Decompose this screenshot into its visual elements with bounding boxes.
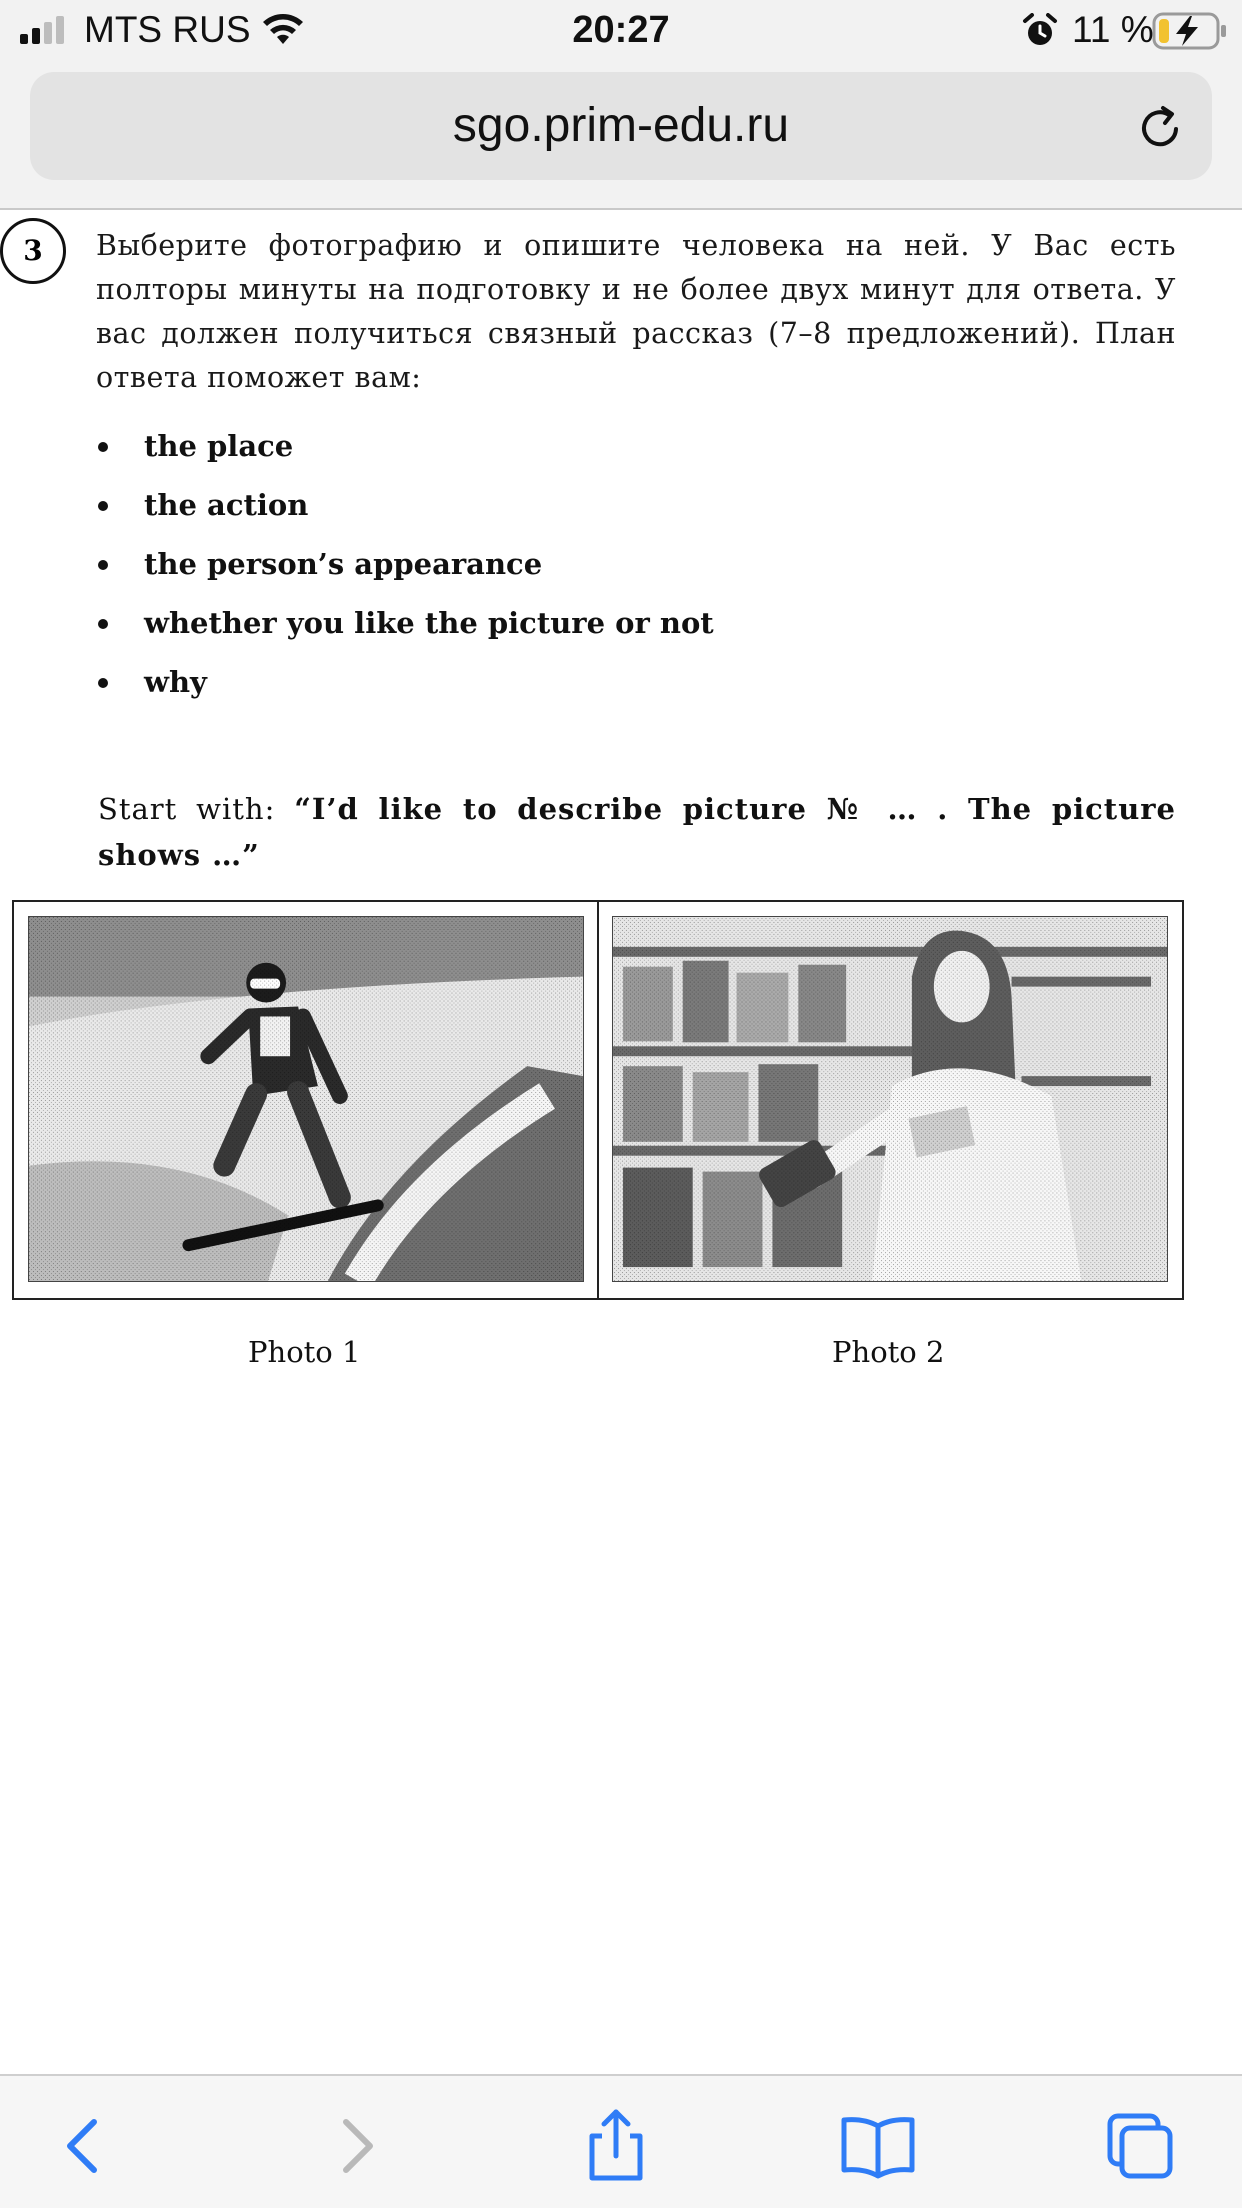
photo-1-snowboarder — [28, 916, 584, 1282]
carrier-name: MTS RUS — [84, 9, 251, 50]
status-bar — [0, 0, 1242, 62]
forward-button[interactable] — [316, 2106, 396, 2186]
reload-icon[interactable] — [1136, 102, 1186, 152]
task-instructions: Выберите фотографию и опишите человека на ней. У Вас есть полторы минуты на подготовку и не более двух минут для ответа. У вас должен получиться связный рассказ (7–8 предложений). План ответа поможет вам: — [96, 229, 1176, 394]
browser-toolbar — [0, 2074, 1242, 2208]
document-page — [0, 212, 1242, 2072]
browser-address-area — [0, 62, 1242, 210]
plan-item: the person’s appearance — [96, 544, 996, 603]
task-number-badge: 3 — [0, 218, 66, 284]
tabs-button[interactable] — [1100, 2106, 1180, 2186]
plan-item: why — [96, 662, 996, 721]
bookmarks-icon[interactable] — [838, 2106, 918, 2186]
bookmarks-button[interactable] — [838, 2106, 918, 2186]
plan-item: whether you like the picture or not — [96, 603, 996, 662]
photo-1-caption: Photo 1 — [248, 1335, 361, 1369]
battery-percent: 11 % — [1072, 9, 1154, 50]
url-text[interactable]: sgo.prim-edu.ru — [452, 99, 790, 152]
battery-charging-icon — [1152, 12, 1228, 50]
back-icon[interactable] — [48, 2106, 128, 2186]
start-with-prompt — [98, 786, 1176, 878]
address-bar[interactable] — [30, 72, 1212, 180]
start-with-quote: “I’d like to describe picture № … . The picture shows …” — [98, 792, 1177, 872]
photo-2-caption: Photo 2 — [832, 1335, 945, 1369]
forward-icon[interactable] — [316, 2106, 396, 2186]
photo-divider — [597, 902, 599, 1298]
plan-item: the place — [96, 426, 996, 485]
tabs-icon[interactable] — [1100, 2106, 1180, 2186]
photo-frame — [12, 900, 1184, 1300]
back-button[interactable] — [48, 2106, 128, 2186]
clock: 20:27 — [572, 9, 670, 51]
answer-plan-list — [96, 426, 996, 721]
share-icon[interactable] — [576, 2106, 656, 2186]
photo-2-shopper — [612, 916, 1168, 1282]
alarm-icon — [1022, 13, 1058, 49]
start-with-label: Start with: — [98, 792, 276, 826]
share-button[interactable] — [576, 2106, 656, 2186]
plan-item: the action — [96, 485, 996, 544]
